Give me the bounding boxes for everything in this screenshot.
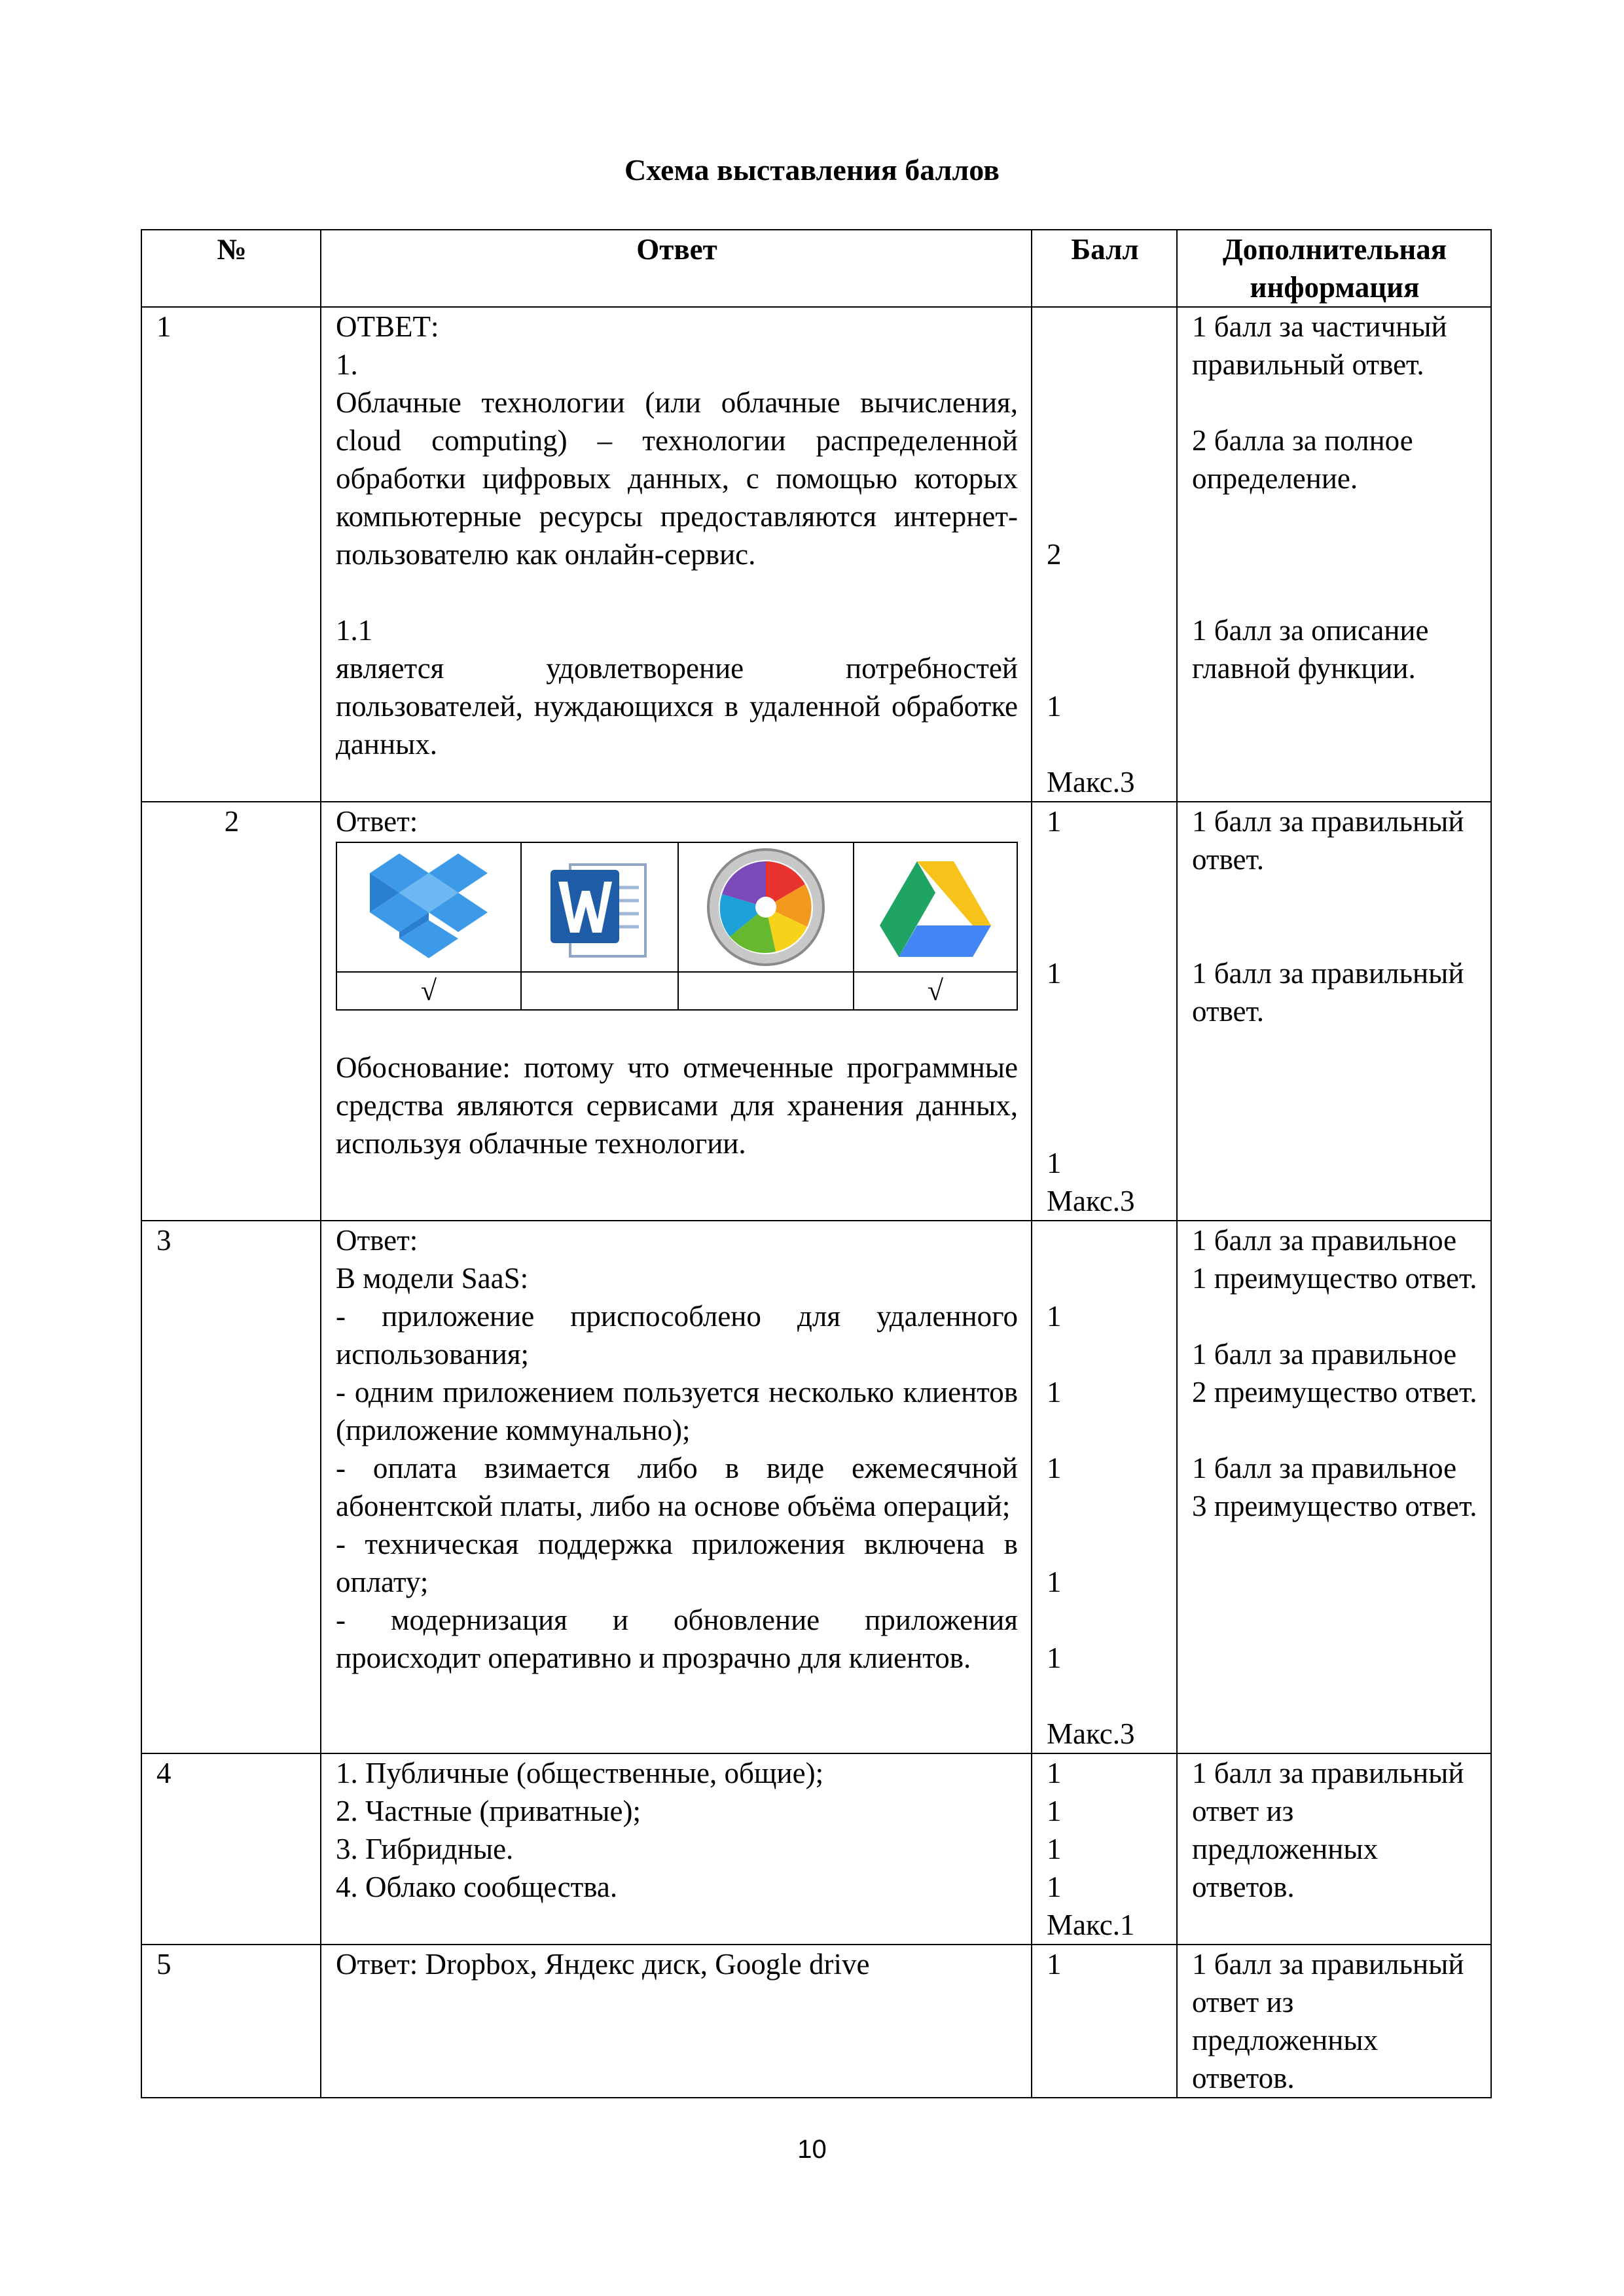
answer-cell: [321, 307, 1032, 802]
google-drive-icon-cell: [854, 842, 1017, 972]
list-item: - одним приложением пользуется несколько клиентов (приложение коммунально);: [336, 1376, 1018, 1446]
score-value: 1: [1047, 1948, 1062, 1981]
score-value: 1: [1047, 1452, 1062, 1484]
list-item: - модернизация и обновление приложения происходит оперативно и прозрачно для клиентов.: [336, 1604, 1018, 1674]
score-value: 1: [1047, 1376, 1062, 1408]
list-item: 1. Публичные (общественные, общие);: [336, 1757, 824, 1789]
info-cell: [1177, 307, 1491, 802]
info-cell: [1177, 1945, 1491, 2098]
row-number: 5: [141, 1945, 321, 2098]
answer-line: В модели SaaS:: [336, 1262, 529, 1295]
info-note: 1 балл за частичный правильный ответ.: [1192, 310, 1447, 381]
picasa-icon-cell: [678, 842, 854, 972]
answer-cell: [321, 802, 1032, 1221]
info-cell: [1177, 1753, 1491, 1945]
table-row: [141, 802, 1491, 1221]
info-note: 1 балл за правильный ответ.: [1192, 957, 1464, 1028]
score-cell: [1032, 307, 1177, 802]
info-note: 1 балл за описание главной функции.: [1192, 614, 1429, 685]
score-value: 1: [1047, 1147, 1062, 1179]
dropbox-icon-cell: [336, 842, 521, 972]
score-value: 1: [1047, 957, 1062, 990]
score-cell: [1032, 802, 1177, 1221]
list-item: 4. Облако сообщества.: [336, 1871, 618, 1903]
word-icon: [544, 852, 655, 963]
score-max: Макс.3: [1047, 1185, 1135, 1217]
info-note: 1 балл за правильное 1 преимущество ответ.: [1192, 1224, 1477, 1295]
row-number: 3: [141, 1221, 321, 1753]
list-item: 3. Гибридные.: [336, 1833, 514, 1865]
score-value: 1: [1047, 690, 1062, 723]
header-info: Дополнительная информация: [1177, 230, 1491, 307]
answer-line: Ответ: Dropbox, Яндекс диск, Google drive: [336, 1948, 870, 1981]
check-mark: √: [336, 972, 521, 1010]
score-cell: [1032, 1945, 1177, 2098]
info-note: 1 балл за правильный ответ из предложенных ответов.: [1192, 1757, 1464, 1903]
google-drive-icon: [876, 855, 994, 960]
software-icons-table: [336, 842, 1018, 1011]
info-cell: [1177, 802, 1491, 1221]
page-title: Схема выставления баллов: [624, 153, 1000, 187]
table-row: [141, 307, 1491, 802]
header-num: №: [141, 230, 321, 307]
score-value: 1: [1047, 1641, 1062, 1674]
score-max: Макс.3: [1047, 1717, 1135, 1750]
score-value: 2: [1047, 538, 1062, 571]
answer-cell: [321, 1221, 1032, 1753]
row-number: 1: [141, 307, 321, 802]
scoring-table: [141, 229, 1492, 2098]
page-number: 10: [797, 2135, 827, 2164]
table-row: [141, 1221, 1491, 1753]
info-note: 2 балла за полное определение.: [1192, 424, 1413, 495]
check-mark: [521, 972, 678, 1010]
info-note: 1 балл за правильное 3 преимущество ответ.: [1192, 1452, 1477, 1522]
score-value: 1: [1047, 1300, 1062, 1333]
answer-cell: [321, 1945, 1032, 2098]
list-item: 2. Частные (приватные);: [336, 1795, 641, 1827]
header-score: Балл: [1032, 230, 1177, 307]
info-cell: [1177, 1221, 1491, 1753]
row-number: 2: [141, 802, 321, 1221]
answer-paragraph: Обоснование: потому что отмеченные программные средства являются сервисами для хранения данных, используя облачные технологии.: [336, 1051, 1018, 1160]
dropbox-icon: [363, 848, 494, 966]
table-row: [141, 1753, 1491, 1945]
picasa-icon: [704, 845, 828, 969]
header-answer: Ответ: [321, 230, 1032, 307]
table-header-row: [141, 230, 1491, 307]
answer-line: 1.: [336, 348, 358, 381]
info-note: 1 балл за правильное 2 преимущество ответ.: [1192, 1338, 1477, 1408]
table-row: [141, 1945, 1491, 2098]
check-mark: [678, 972, 854, 1010]
score-value: 1: [1047, 1795, 1062, 1827]
info-note: 1 балл за правильный ответ.: [1192, 805, 1464, 876]
info-note: 1 балл за правильный ответ из предложенных ответов.: [1192, 1948, 1464, 2094]
score-value: 1: [1047, 1871, 1062, 1903]
answer-line: ОТВЕТ:: [336, 310, 439, 343]
row-number: 4: [141, 1753, 321, 1945]
check-mark: √: [854, 972, 1017, 1010]
answer-cell: [321, 1753, 1032, 1945]
list-item: - оплата взимается либо в виде ежемесячной абонентской платы, либо на основе объёма операций;: [336, 1452, 1018, 1522]
word-icon-cell: [521, 842, 678, 972]
score-value: 1: [1047, 1566, 1062, 1598]
list-item: - техническая поддержка приложения включена в оплату;: [336, 1528, 1018, 1598]
score-value: 1: [1047, 1757, 1062, 1789]
score-cell: [1032, 1753, 1177, 1945]
answer-line: 1.1: [336, 614, 373, 647]
score-value: 1: [1047, 1833, 1062, 1865]
score-cell: [1032, 1221, 1177, 1753]
list-item: - приложение приспособлено для удаленного использования;: [336, 1300, 1018, 1371]
answer-line: Ответ:: [336, 805, 418, 838]
answer-paragraph: Облачные технологии (или облачные вычисления, cloud computing) – технологии распределенной обработки цифровых данных, с помощью которых компьютерные ресурсы предоставляются интернет-пользователю как онлайн-сервис.: [336, 386, 1018, 571]
score-max: Макс.1: [1047, 1909, 1135, 1941]
score-max: Макс.3: [1047, 766, 1135, 798]
answer-line: Ответ:: [336, 1224, 418, 1257]
score-value: 1: [1047, 805, 1062, 838]
answer-paragraph: является удовлетворение потребностей пользователей, нуждающихся в удаленной обработке данных.: [336, 652, 1018, 761]
